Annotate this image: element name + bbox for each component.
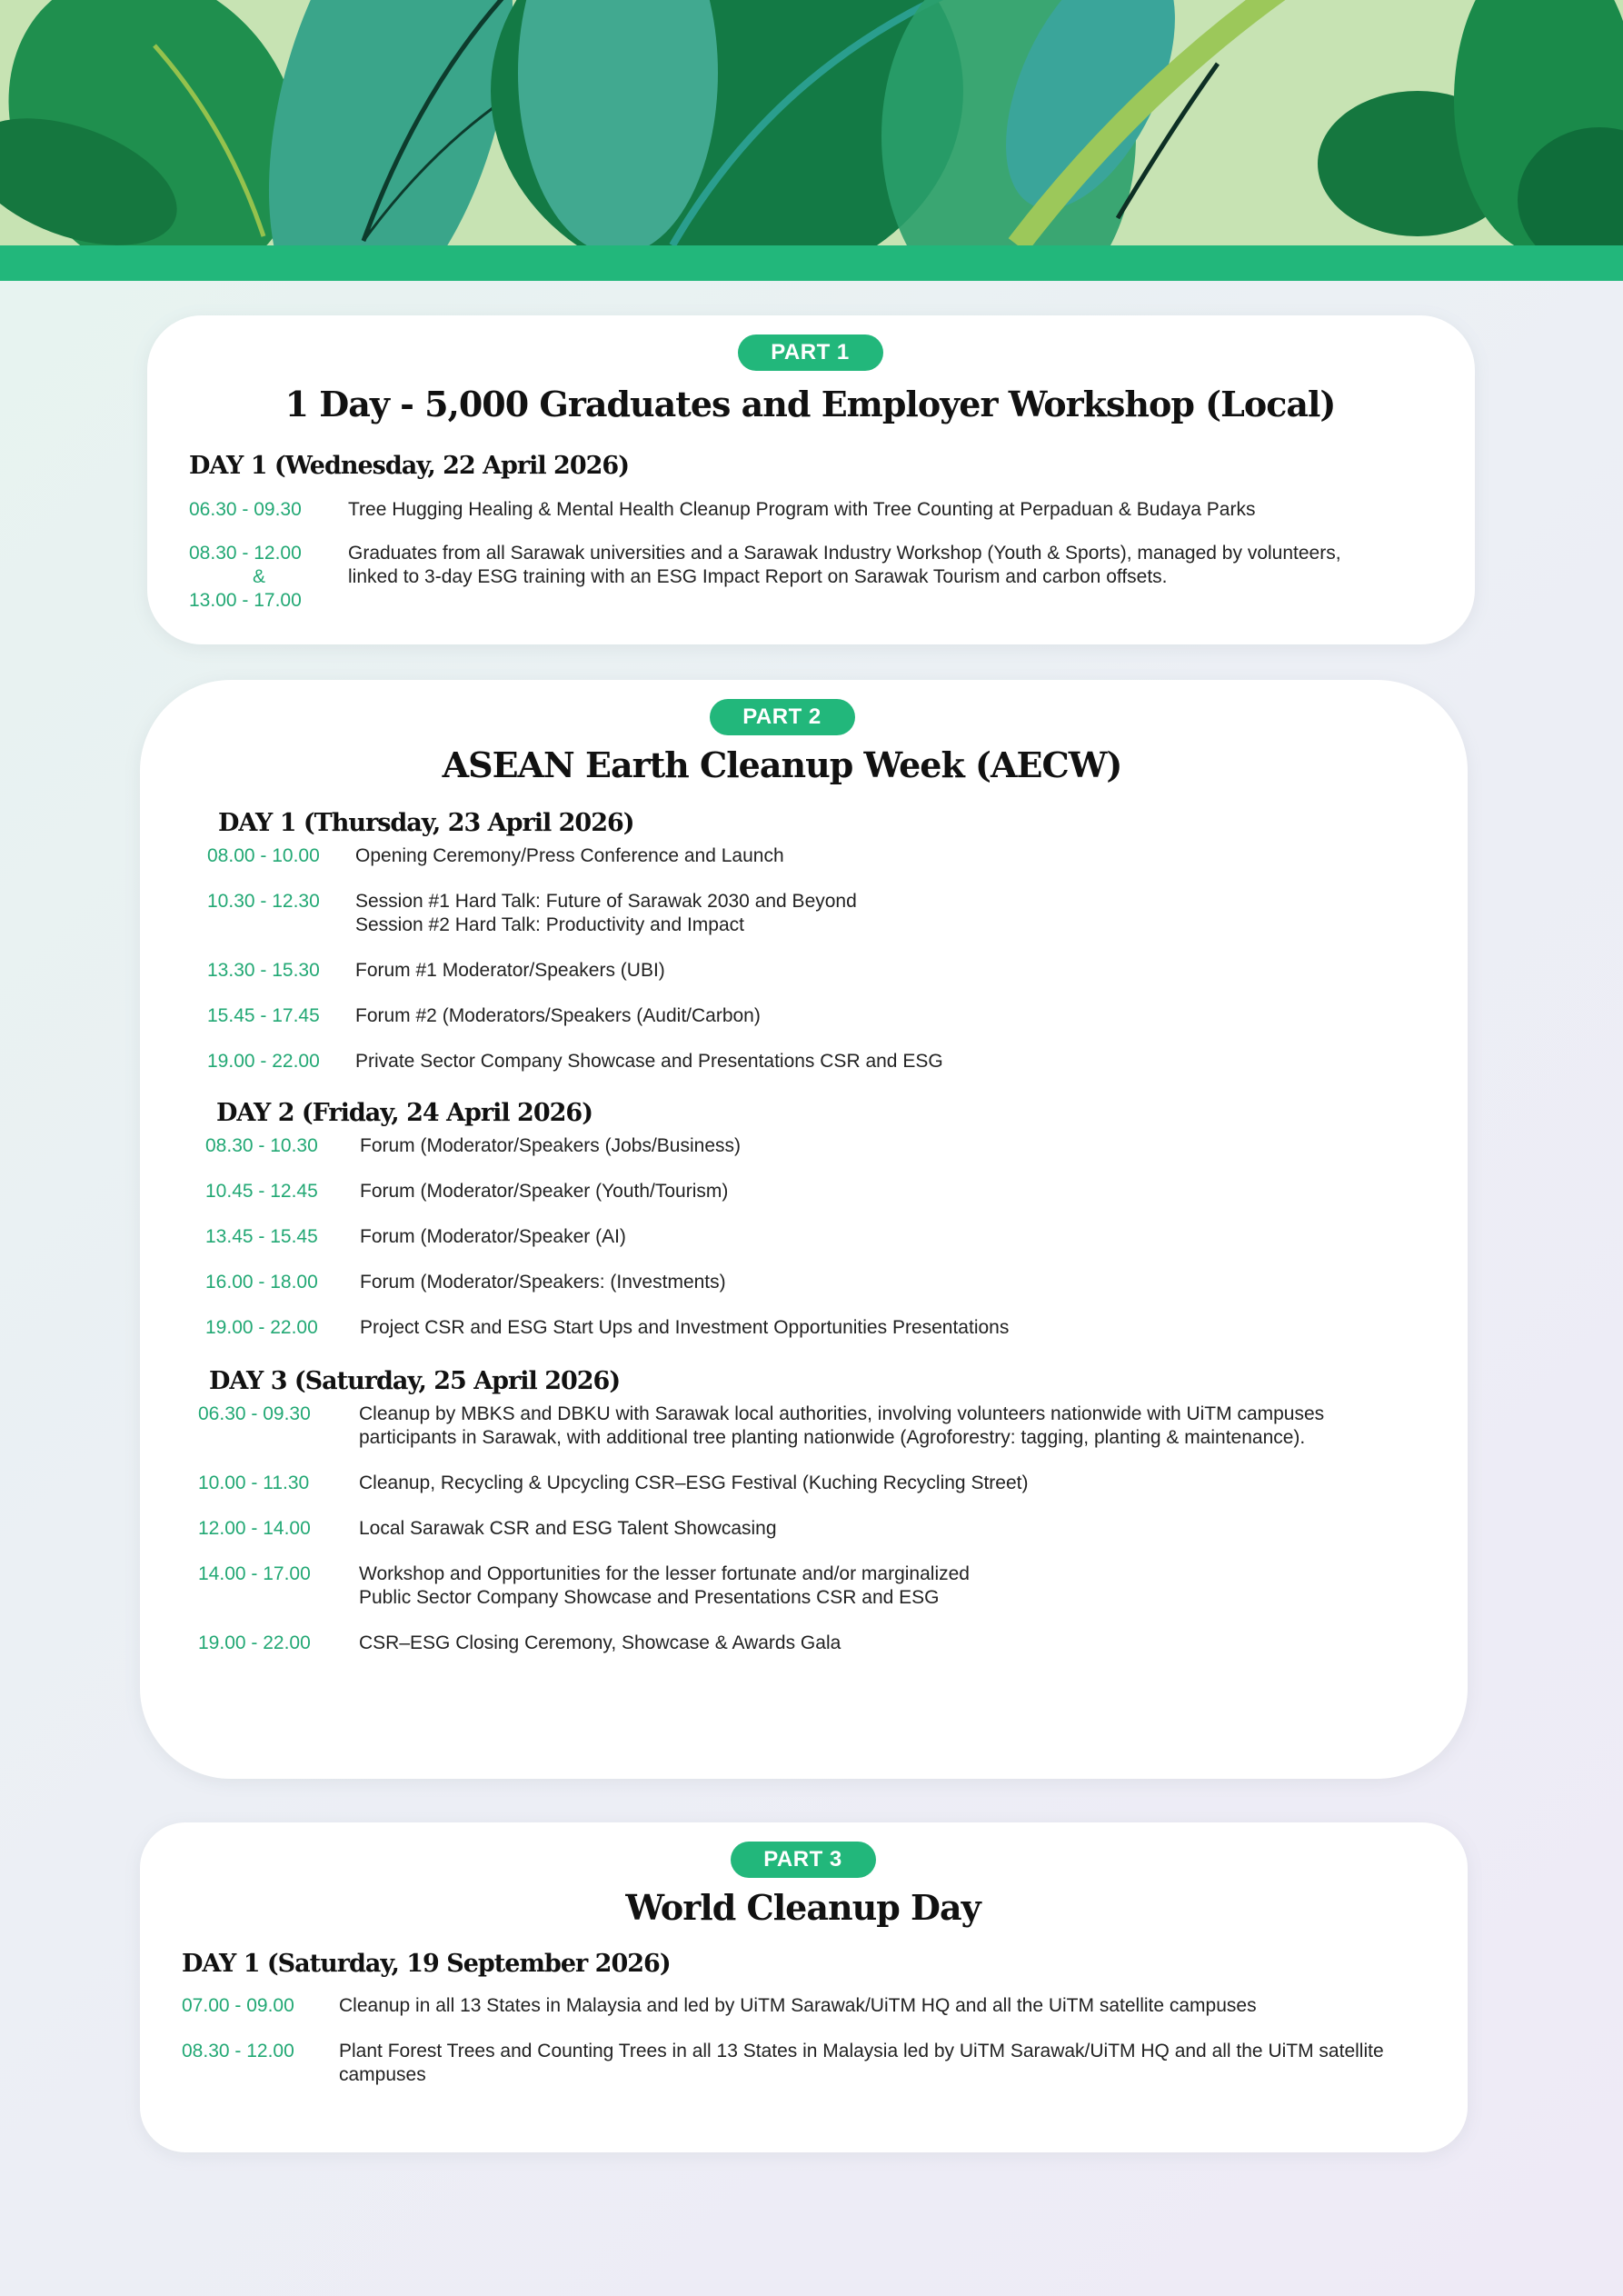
event-description: Project CSR and ESG Start Ups and Investment Opportunities Presentations <box>360 1317 1010 1338</box>
schedule-row <box>140 1517 1424 1541</box>
schedule-row <box>189 542 1431 613</box>
time-slot: 08.30 - 10.30 <box>205 1135 318 1156</box>
event-description: Cleanup by MBKS and DBKU with Sarawak local authorities, involving volunteers nationwide with UiTM campuses <box>359 1403 1325 1424</box>
day-heading: DAY 1 (Wednesday, 22 April 2026) <box>189 452 629 480</box>
time-slot: 08.00 - 10.00 <box>207 845 320 866</box>
leaf-banner <box>0 0 1623 245</box>
event-description: Session #1 Hard Talk: Future of Sarawak 2030 and Beyond <box>355 891 857 912</box>
event-description: linked to 3-day ESG training with an ESG Impact Report on Sarawak Tourism and carbon offsets. <box>348 566 1168 587</box>
time-slot: 15.45 - 17.45 <box>207 1005 320 1026</box>
event-description: Forum (Moderator/Speakers (Jobs/Business) <box>360 1135 741 1156</box>
day-heading: DAY 3 (Saturday, 25 April 2026) <box>209 1367 621 1395</box>
part-2-card <box>140 680 1468 1779</box>
time-slot: 08.30 - 12.00 <box>189 543 302 564</box>
day-heading: DAY 1 (Saturday, 19 September 2026) <box>182 1950 671 1978</box>
event-description: Tree Hugging Healing & Mental Health Cleanup Program with Tree Counting at Perpaduan & Budaya Parks <box>348 499 1256 520</box>
part-badge: PART 1 <box>738 334 883 371</box>
time-slot: 13.45 - 15.45 <box>205 1226 318 1247</box>
time-slot: 13.30 - 15.30 <box>207 960 320 981</box>
section-title: ASEAN Earth Cleanup Week (AECW) <box>442 744 1122 785</box>
schedule-row <box>140 1316 1424 1340</box>
schedule-row <box>189 498 1431 522</box>
time-slot: 07.00 - 09.00 <box>182 1995 294 2016</box>
event-description: Cleanup in all 13 States in Malaysia and led by UiTM Sarawak/UiTM HQ and all the UiTM satellite campuses <box>339 1995 1257 2016</box>
schedule-row <box>140 1271 1424 1294</box>
part-badge: PART 3 <box>731 1842 876 1878</box>
event-description: Graduates from all Sarawak universities and a Sarawak Industry Workshop (Youth & Sports), managed by volunteers, <box>348 543 1341 564</box>
event-description: CSR–ESG Closing Ceremony, Showcase & Awards Gala <box>359 1632 841 1653</box>
schedule-row <box>140 1180 1424 1203</box>
event-description: Private Sector Company Showcase and Presentations CSR and ESG <box>355 1051 943 1072</box>
event-description: campuses <box>339 2064 426 2085</box>
part-badge: PART 2 <box>710 699 855 735</box>
schedule-row <box>140 1403 1424 1450</box>
event-description: Opening Ceremony/Press Conference and Launch <box>355 845 784 866</box>
time-slot: 14.00 - 17.00 <box>198 1563 311 1584</box>
section-title: 1 Day - 5,000 Graduates and Employer Workshop (Local) <box>284 384 1336 424</box>
event-description: Public Sector Company Showcase and Presentations CSR and ESG <box>359 1587 940 1608</box>
schedule-row <box>140 890 1424 937</box>
event-description: Forum #2 (Moderators/Speakers (Audit/Carbon) <box>355 1005 761 1026</box>
time-join: & <box>253 566 266 587</box>
accent-strip <box>0 245 1623 281</box>
event-description: Workshop and Opportunities for the lesser fortunate and/or marginalized <box>359 1563 970 1584</box>
event-description: Forum #1 Moderator/Speakers (UBI) <box>355 960 665 981</box>
schedule-row <box>140 959 1424 983</box>
schedule-row <box>140 1134 1424 1158</box>
schedule-row <box>140 1004 1424 1028</box>
leaves-illustration-icon <box>0 0 1623 245</box>
time-slot: 10.30 - 12.30 <box>207 891 320 912</box>
schedule-row <box>140 1472 1424 1495</box>
schedule-row <box>140 1050 1424 1073</box>
event-description: Session #2 Hard Talk: Productivity and Impact <box>355 914 744 935</box>
event-description: Forum (Moderator/Speaker (AI) <box>360 1226 626 1247</box>
time-slot: 08.30 - 12.00 <box>182 2041 294 2061</box>
time-slot: 13.00 - 17.00 <box>189 590 302 611</box>
event-description: Plant Forest Trees and Counting Trees in all 13 States in Malaysia led by UiTM Sarawak/UiTM HQ and all the UiTM satellite <box>339 2041 1384 2061</box>
event-description: Local Sarawak CSR and ESG Talent Showcasing <box>359 1518 777 1539</box>
time-slot: 19.00 - 22.00 <box>205 1317 318 1338</box>
time-slot: 10.00 - 11.30 <box>198 1472 310 1493</box>
section-title: World Cleanup Day <box>625 1887 981 1928</box>
schedule-row <box>140 1562 1424 1610</box>
schedule-row <box>140 1632 1424 1655</box>
time-slot: 16.00 - 18.00 <box>205 1272 318 1293</box>
time-slot: 12.00 - 14.00 <box>198 1518 311 1539</box>
schedule-row <box>140 1225 1424 1249</box>
time-slot: 10.45 - 12.45 <box>205 1181 318 1202</box>
day-heading: DAY 1 (Thursday, 23 April 2026) <box>218 809 634 837</box>
part-3-card <box>140 1822 1468 2152</box>
event-description: Forum (Moderator/Speaker (Youth/Tourism) <box>360 1181 729 1202</box>
schedule-row <box>140 844 1424 868</box>
schedule-row <box>182 1994 1424 2018</box>
schedule-row <box>182 2040 1424 2087</box>
day-heading: DAY 2 (Friday, 24 April 2026) <box>216 1099 592 1127</box>
time-slot: 19.00 - 22.00 <box>207 1051 320 1072</box>
part-1-card <box>147 315 1475 644</box>
time-slot: 06.30 - 09.30 <box>198 1403 311 1424</box>
time-slot: 19.00 - 22.00 <box>198 1632 311 1653</box>
time-slot: 06.30 - 09.30 <box>189 499 302 520</box>
event-description: Forum (Moderator/Speakers: (Investments) <box>360 1272 726 1293</box>
event-description: participants in Sarawak, with additional tree planting nationwide (Agroforestry: tagging, planting & maintenance). <box>359 1427 1306 1448</box>
event-description: Cleanup, Recycling & Upcycling CSR–ESG Festival (Kuching Recycling Street) <box>359 1472 1029 1493</box>
